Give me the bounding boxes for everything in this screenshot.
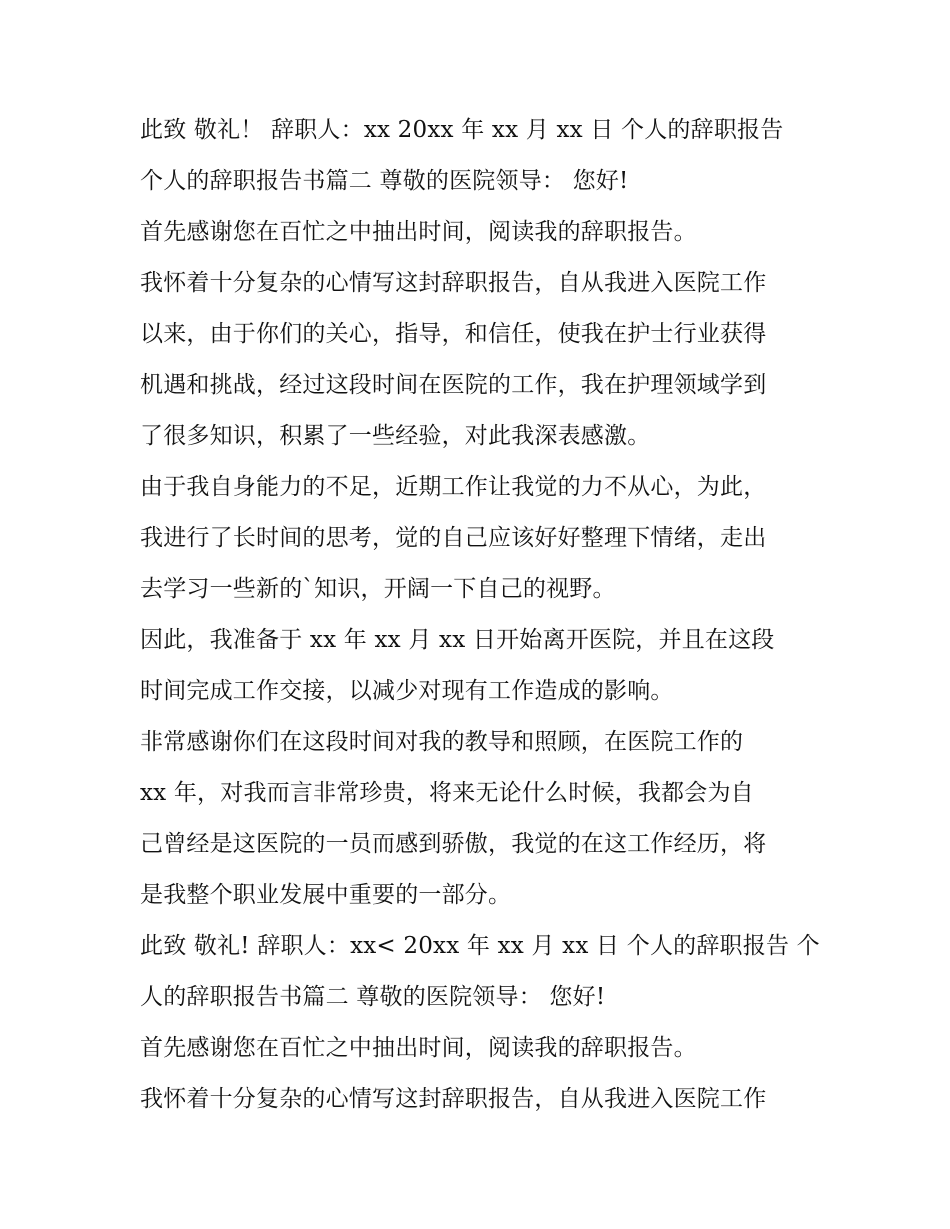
text-line: 我进行了长时间的思考，觉的自己应该好好整理下情绪，走出 (140, 525, 767, 551)
text-line: 己曾经是这医院的一员而感到骄傲，我觉的在这工作经历，将 (140, 831, 767, 857)
text-line: 机遇和挑战，经过这段时间在医院的工作，我在护理领域学到 (140, 372, 767, 398)
text-line: 时间完成工作交接，以减少对现有工作造成的影响。 (140, 678, 674, 704)
text-line: 去学习一些新的`知识，开阔一下自己的视野。 (140, 576, 616, 602)
text-line: 了很多知识，积累了一些经验，对此我深表感激。 (140, 423, 651, 449)
text-line: xx 年，对我而言非常珍贵，将来无论什么时候，我都会为自 (140, 780, 754, 806)
text-line: 首先感谢您在百忙之中抽出时间，阅读我的辞职报告。 (140, 1035, 697, 1061)
text-line: 个人的辞职报告书篇二 尊敬的医院领导： 您好! (140, 168, 629, 194)
text-line: 首先感谢您在百忙之中抽出时间，阅读我的辞职报告。 (140, 219, 697, 245)
text-line: 以来，由于你们的关心，指导，和信任，使我在护士行业获得 (140, 321, 767, 347)
text-line: 人的辞职报告书篇二 尊敬的医院领导： 您好! (140, 984, 606, 1010)
text-line: 由于我自身能力的不足，近期工作让我觉的力不从心，为此， (140, 474, 767, 500)
text-line: 非常感谢你们在这段时间对我的教导和照顾，在医院工作的 (140, 729, 744, 755)
text-line: 因此，我准备于 xx 年 xx 月 xx 日开始离开医院，并且在这段 (140, 627, 775, 653)
document-body (140, 109, 820, 1129)
text-line: 此致 敬礼！ 辞职人：xx 20xx 年 xx 月 xx 日 个人的辞职报告 (140, 117, 784, 143)
text-line: 此致 敬礼! 辞职人：xx< 20xx 年 xx 月 xx 日 个人的辞职报告 个 (140, 933, 820, 959)
text-line: 我怀着十分复杂的心情写这封辞职报告，自从我进入医院工作 (140, 270, 767, 296)
text-line: 我怀着十分复杂的心情写这封辞职报告，自从我进入医院工作 (140, 1086, 767, 1112)
text-line: 是我整个职业发展中重要的一部分。 (140, 882, 512, 908)
